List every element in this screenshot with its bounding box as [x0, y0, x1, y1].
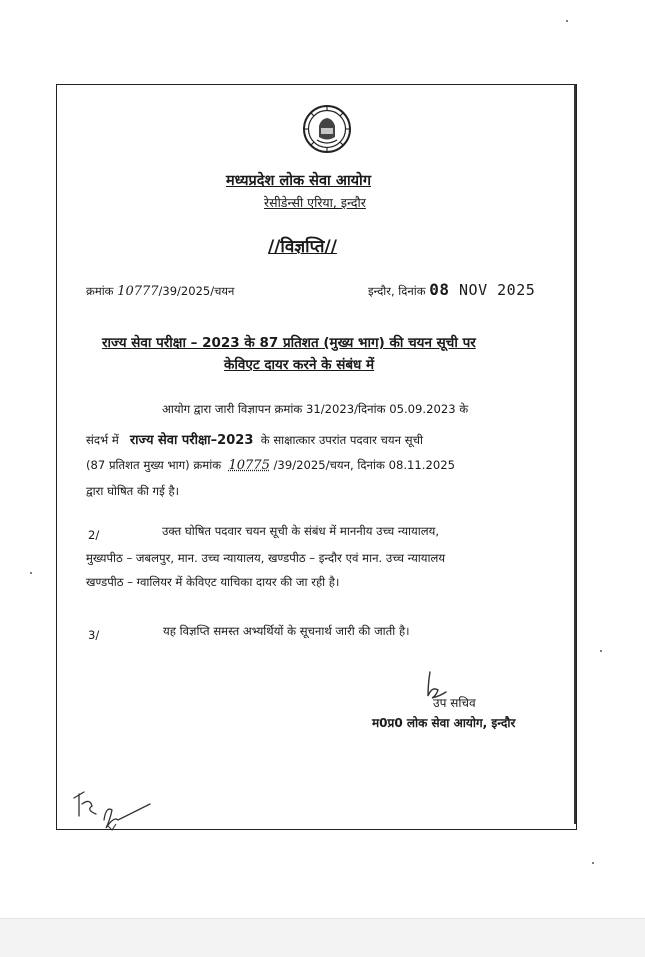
para1-line-3	[86, 458, 455, 473]
signatory-organization: म0प्र0 लोक सेवा आयोग, इन्दौर	[372, 716, 516, 730]
scan-speck	[566, 20, 568, 22]
para1-line-2	[86, 430, 423, 448]
para2-line-3: खण्डपीठ – ग्वालियर में केविएट याचिका दायर की जा रही है।	[86, 575, 340, 589]
para1-exam-name: राज्य सेवा परीक्षा–2023	[129, 433, 254, 448]
para1-handwritten-number: 10775	[228, 458, 270, 473]
signatory-title: उप सचिव	[433, 696, 476, 710]
para2-number: 2/	[88, 528, 100, 542]
para2-line-2: मुख्यपीठ – जबलपुर, मान. उच्च न्यायालय, खण्डपीठ – इन्दौर एवं मान. उच्च न्यायालय	[86, 551, 446, 565]
subject-line-1: राज्य सेवा परीक्षा – 2023 के 87 प्रतिशत (मुख्य भाग) की चयन सूची पर	[102, 335, 476, 351]
reference-prefix: क्रमांक	[86, 284, 114, 298]
state-emblem-icon	[302, 104, 352, 154]
scan-speck	[30, 572, 32, 574]
scan-speck	[592, 862, 594, 864]
date-stamp-month-year: NOV 2025	[459, 281, 536, 299]
border-edge	[574, 84, 576, 824]
subject-line-2: केविएट दायर करने के संबंध में	[224, 357, 375, 373]
para2-line-1: उक्त घोषित पदवार चयन सूची के संबंध में माननीय उच्च न्यायालय,	[162, 524, 440, 538]
viewer-footer	[0, 918, 645, 957]
initials-mark	[70, 786, 160, 832]
reference-handwritten-number: 10777	[117, 284, 159, 299]
para1-line-3b: /39/2025/चयन, दिनांक 08.11.2025	[273, 458, 455, 472]
organization-address: रेसीडेन्सी एरिया, इन्दौर	[264, 195, 366, 210]
date-stamp	[429, 281, 535, 299]
para1-line-3a: (87 प्रतिशत मुख्य भाग) क्रमांक	[86, 458, 222, 472]
para1-line-1: आयोग द्वारा जारी विज्ञापन क्रमांक 31/2023/दिनांक 05.09.2023 के	[162, 402, 469, 416]
organization-name: मध्यप्रदेश लोक सेवा आयोग	[226, 173, 371, 189]
reference-suffix: /39/2025/चयन	[158, 284, 235, 298]
place-and-date	[368, 280, 535, 299]
subject	[102, 332, 476, 376]
para1-line-2a: संदर्भ में	[86, 433, 119, 447]
para3-line-1: यह विज्ञप्ति समस्त अभ्यर्थियों के सूचनार्थ जारी की जाती है।	[163, 624, 410, 638]
notice-heading: //विज्ञप्ति//	[268, 237, 337, 257]
para3-number: 3/	[88, 628, 100, 642]
date-stamp-day: 08	[429, 280, 450, 299]
scan-speck	[600, 650, 602, 652]
para1-line-4: द्वारा घोषित की गई है।	[86, 484, 179, 498]
reference-number	[86, 284, 234, 299]
place-date-label: इन्दौर, दिनांक	[368, 284, 426, 298]
para1-line-2b: के साक्षात्कार उपरांत पदवार चयन सूची	[260, 433, 423, 447]
